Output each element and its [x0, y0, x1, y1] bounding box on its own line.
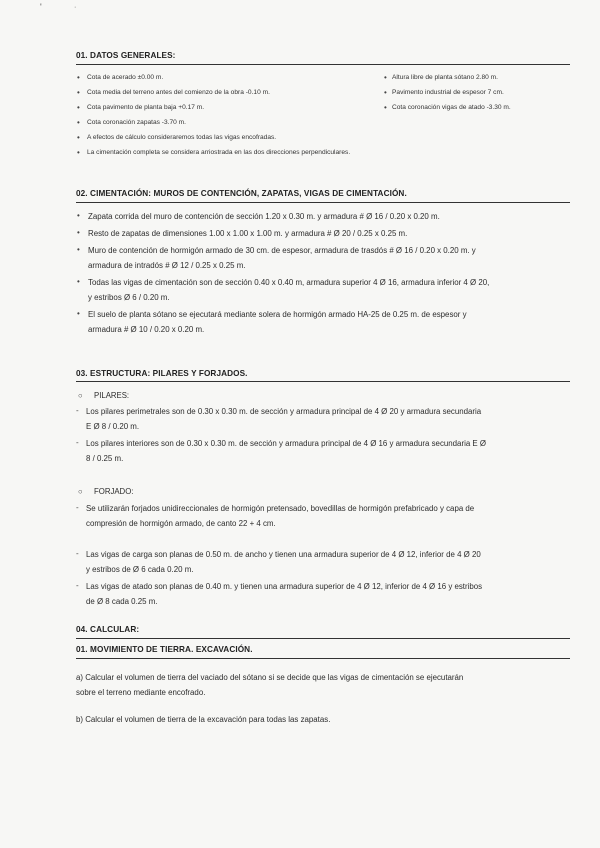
list-item-continuation: armadura de intradós # Ø 12 / 0.25 x 0.25 m.	[88, 261, 246, 270]
dash-icon: -	[76, 549, 79, 558]
bullet-icon: •	[77, 103, 80, 112]
list-item: Todas las vigas de cimentación son de sección 0.40 x 0.40 m, armadura superior 4 Ø 16, armadura inferior 4 Ø 20,	[88, 278, 490, 287]
pilares-subtitle: PILARES:	[94, 391, 130, 400]
list-item: El suelo de planta sótano se ejecutará mediante solera de hormigón armado HA-25 de 0.25 m. de espesor y	[88, 310, 467, 319]
list-item: Los pilares interiores son de 0.30 x 0.30 m. de sección y armadura principal de 4 Ø 16 y armadura secundaria E Ø	[86, 439, 487, 448]
section-01-title: 01. DATOS GENERALES:	[76, 51, 176, 60]
section-04-sub-rule	[76, 658, 570, 659]
list-item: Resto de zapatas de dimensiones 1.00 x 1.00 x 1.00 m. y armadura # Ø 20 / 0.25 x 0.25 m.	[88, 229, 408, 238]
corner-mark: '	[40, 2, 42, 12]
list-item-continuation: de Ø 8 cada 0.25 m.	[86, 597, 158, 606]
list-item: Cota de acerado ±0.00 m.	[87, 74, 164, 81]
bullet-icon: •	[77, 245, 80, 254]
bullet-icon: •	[77, 73, 80, 82]
list-item-continuation: compresión de hormigón armado, de canto 22 + 4 cm.	[86, 519, 276, 528]
question-a: a) Calcular el volumen de tierra del vaciado del sótano si se decide que las vigas de cimentación se ejecutarán	[76, 673, 464, 682]
section-04-rule	[76, 638, 570, 639]
list-item: La cimentación completa se considera arriostrada en las dos direcciones perpendiculares.	[87, 149, 351, 156]
list-item: Cota pavimento de planta baja +0.17 m.	[87, 104, 205, 111]
dash-icon: -	[76, 503, 79, 512]
bullet-icon: •	[77, 88, 80, 97]
dash-icon: -	[76, 406, 79, 415]
dash-icon: -	[76, 581, 79, 590]
section-03-title: 03. ESTRUCTURA: PILARES Y FORJADOS.	[76, 369, 248, 378]
bullet-icon: •	[77, 133, 80, 142]
list-item: Las vigas de carga son planas de 0.50 m. de ancho y tienen una armadura superior de 4 Ø 12, inferior de 4 Ø 20	[86, 550, 481, 559]
list-item: Se utilizarán forjados unidireccionales de hormigón pretensado, bovedillas de hormigón prefabricado y capa de	[86, 504, 475, 513]
list-item-continuation: y estribos de Ø 6 cada 0.20 m.	[86, 565, 194, 574]
list-item: Cota media del terreno antes del comienzo de la obra -0.10 m.	[87, 89, 270, 96]
corner-mark: ·	[74, 4, 77, 11]
section-04-title: 04. CALCULAR:	[76, 625, 140, 634]
list-item: Pavimento industrial de espesor 7 cm.	[392, 89, 504, 96]
list-item: Zapata corrida del muro de contención de sección 1.20 x 0.30 m. y armadura # Ø 16 / 0.20 x 0.20 m.	[88, 212, 440, 221]
bullet-icon: •	[77, 148, 80, 157]
list-item-continuation: armadura # Ø 10 / 0.20 x 0.20 m.	[88, 325, 205, 334]
bullet-icon: •	[384, 73, 387, 82]
list-item-continuation: 8 / 0.25 m.	[86, 454, 124, 463]
section-04-subtitle: 01. MOVIMIENTO DE TIERRA. EXCAVACIÓN.	[76, 645, 253, 654]
question-b: b) Calcular el volumen de tierra de la excavación para todas las zapatas.	[76, 715, 331, 724]
list-item: Cota coronación zapatas -3.70 m.	[87, 119, 186, 126]
bullet-icon: •	[77, 228, 80, 237]
dash-icon: -	[76, 438, 79, 447]
bullet-icon: •	[384, 103, 387, 112]
circle-bullet-icon: ○	[78, 391, 83, 400]
circle-bullet-icon: ○	[78, 487, 83, 496]
section-02-rule	[76, 202, 570, 203]
list-item-continuation: E Ø 8 / 0.20 m.	[86, 422, 140, 431]
bullet-icon: •	[77, 118, 80, 127]
forjado-subtitle: FORJADO:	[94, 487, 134, 496]
bullet-icon: •	[77, 309, 80, 318]
list-item: Cota coronación vigas de atado -3.30 m.	[392, 104, 511, 111]
bullet-icon: •	[77, 277, 80, 286]
list-item: Altura libre de planta sótano 2.80 m.	[392, 74, 498, 81]
bullet-icon: •	[77, 211, 80, 220]
list-item: A efectos de cálculo consideraremos todas las vigas encofradas.	[87, 134, 277, 141]
section-01-rule	[76, 64, 570, 65]
list-item-continuation: y estribos Ø 6 / 0.20 m.	[88, 293, 170, 302]
bullet-icon: •	[384, 88, 387, 97]
list-item: Los pilares perimetrales son de 0.30 x 0.30 m. de sección y armadura principal de 4 Ø 20 y armadura secundaria	[86, 407, 482, 416]
list-item: Muro de contención de hormigón armado de 30 cm. de espesor, armadura de trasdós # Ø 16 / 0.20 x 0.20 m. y	[88, 246, 476, 255]
list-item: Las vigas de atado son planas de 0.40 m. y tienen una armadura superior de 4 Ø 12, inferior de 4 Ø 16 y estribos	[86, 582, 483, 591]
section-02-title: 02. CIMENTACIÓN: MUROS DE CONTENCIÓN, ZAPATAS, VIGAS DE CIMENTACIÓN.	[76, 189, 407, 198]
section-03-rule	[76, 381, 570, 382]
question-a-continuation: sobre el terreno mediante encofrado.	[76, 688, 206, 697]
